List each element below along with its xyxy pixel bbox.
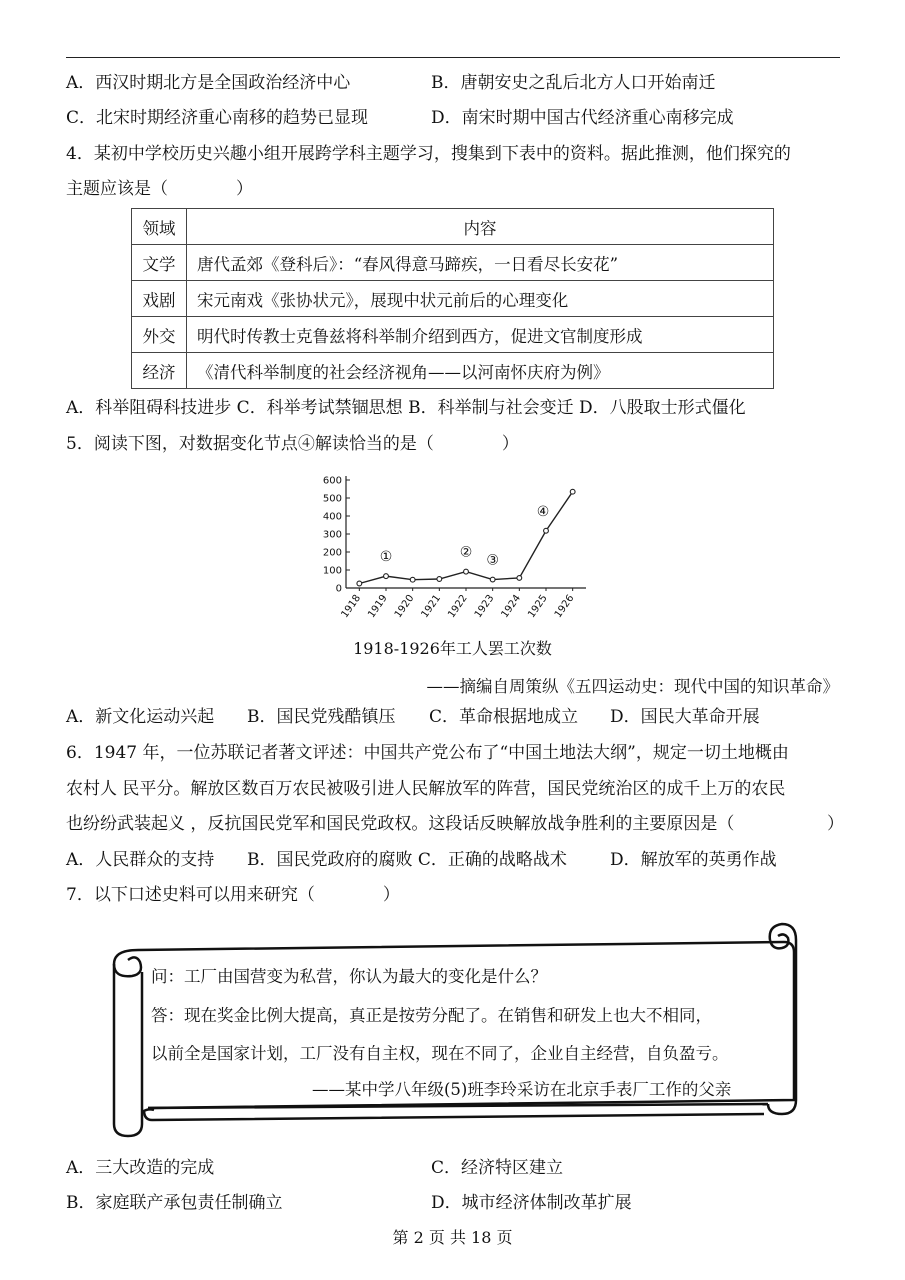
q3-option-b[interactable]: B．唐朝安史之乱后北方人口开始南迁 [431,73,716,93]
q7-option-c[interactable]: C．经济特区建立 [431,1158,564,1178]
q6-stem-line3: 也纷纷武装起义 ，反抗国民党军和国民党政权。这段话反映解放战争胜利的主要原因是（ [66,814,735,834]
node-marker-label: ③ [486,552,499,569]
node-marker-label: ④ [536,503,550,520]
data-point [410,577,415,582]
x-tick-label: 1921 [419,592,444,620]
table-cell-content: 唐代孟郊《登科后》：“春风得意马蹄疾，一日看尽长安花” [187,245,774,281]
table-row [132,353,774,389]
table-cell-field: 文学 [132,245,187,281]
strike-count-line-chart [318,470,598,620]
x-tick-label: 1926 [552,592,577,620]
y-tick-label: 500 [322,493,342,505]
scroll-question: 问：工厂由国营变为私营，你认为最大的变化是什么？ [151,967,547,986]
table-cell-field: 外交 [132,317,187,353]
q4-options[interactable]: A．科举阻碍科技进步 C．科举考试禁锢思想 B．科举制与社会变迁 D．八股取士形式僵化 [66,398,746,418]
data-point [464,569,469,574]
q5-option-d[interactable]: D．国民大革命开展 [610,707,760,727]
q4-stem-line2: 主题应该是（ ） [66,179,253,199]
x-tick-label: 1922 [446,592,470,620]
scroll-answer-line1: 答：现在奖金比例大提高，真正是按劳分配了。在销售和研发上也大不相同， [151,1006,712,1025]
table-cell-field: 戏剧 [132,281,187,317]
data-point [437,577,442,582]
node-marker-label: ① [379,549,393,566]
table-cell-content: 宋元南戏《张协状元》，展现中状元前后的心理变化 [187,281,774,317]
q5-option-a[interactable]: A．新文化运动兴起 [66,707,215,727]
y-tick-label: 100 [322,565,342,577]
q5-option-b[interactable]: B．国民党残酷镇压 [247,707,396,727]
x-tick-label: 1924 [499,592,524,620]
y-tick-label: 400 [322,511,342,523]
chart-caption: 1918-1926年工人罢工次数 [353,639,552,658]
table-cell-content: 明代时传教士克鲁兹将科举制介绍到西方，促进文官制度形成 [187,317,774,353]
scroll-answer-line2: 以前全是国家计划，工厂没有自主权，现在不同了，企业自主经营，自负盈亏。 [151,1044,729,1063]
data-point [570,489,575,494]
y-tick-label: 300 [322,529,342,541]
q6-stem-line1: 6．1947 年，一位苏联记者著文评述：中国共产党公布了“中国土地法大纲”，规定一切土地概由 [66,743,789,763]
data-point [517,576,522,581]
scroll-frame [104,920,804,1140]
x-tick-label: 1918 [339,592,364,620]
table-row [132,281,774,317]
scroll-attribution: ——某中学八年级(5)班李玲采访在北京手表厂工作的父亲 [312,1080,732,1099]
q7-option-d[interactable]: D．城市经济体制改革扩展 [431,1193,632,1213]
data-point [357,581,362,586]
q4-stem-line1: 4．某初中学校历史兴趣小组开展跨学科主题学习，搜集到下表中的资料。据此推测，他们探究的 [66,144,791,164]
y-tick-label: 600 [322,475,342,487]
q6-stem-paren: ） [827,814,844,834]
q6-stem-line2: 农村人 民平分。解放区数百万农民被吸引进人民解放军的阵营，国民党统治区的成千上万的农民 [66,779,786,799]
q3-option-a[interactable]: A．西汉时期北方是全国政治经济中心 [66,73,351,93]
table-cell-content: 《清代科举制度的社会经济视角——以河南怀庆府为例》 [187,353,774,389]
page-footer: 第 2 页 共 18 页 [392,1228,513,1247]
q5-option-c[interactable]: C．革命根据地成立 [429,707,579,727]
table-header-content: 内容 [187,209,774,245]
data-point [544,528,549,533]
table-header-field: 领域 [132,209,187,245]
x-tick-label: 1920 [392,592,417,620]
data-point [384,574,389,579]
q7-option-b[interactable]: B．家庭联产承包责任制确立 [66,1193,283,1213]
x-tick-label: 1923 [472,592,497,620]
q4-table [131,208,774,389]
q7-option-a[interactable]: A．三大改造的完成 [66,1158,215,1178]
q3-option-d[interactable]: D．南宋时期中国古代经济重心南移完成 [431,108,734,128]
y-tick-label: 0 [335,583,342,595]
q7-stem: 7．以下口述史料可以用来研究（ ） [66,885,400,905]
y-tick-label: 200 [322,547,342,559]
top-rule [66,57,840,58]
table-row [132,245,774,281]
q6-option-d[interactable]: D．解放军的英勇作战 [610,850,777,870]
x-tick-label: 1919 [366,592,390,620]
table-header-row [132,209,774,245]
q5-stem: 5．阅读下图，对数据变化节点④解读恰当的是（ ） [66,434,519,454]
table-row [132,317,774,353]
x-tick-label: 1925 [526,592,550,620]
node-marker-label: ② [459,544,473,561]
q6-option-a[interactable]: A．人民群众的支持 [66,850,215,870]
q3-option-c[interactable]: C．北宋时期经济重心南移的趋势已显现 [66,108,369,128]
data-point [490,577,495,582]
table-cell-field: 经济 [132,353,187,389]
chart-source: ——摘编自周策纵《五四运动史：现代中国的知识革命》 [426,677,839,696]
q6-option-b-c[interactable]: B．国民党政府的腐败 C．正确的战略战术 [247,850,567,870]
